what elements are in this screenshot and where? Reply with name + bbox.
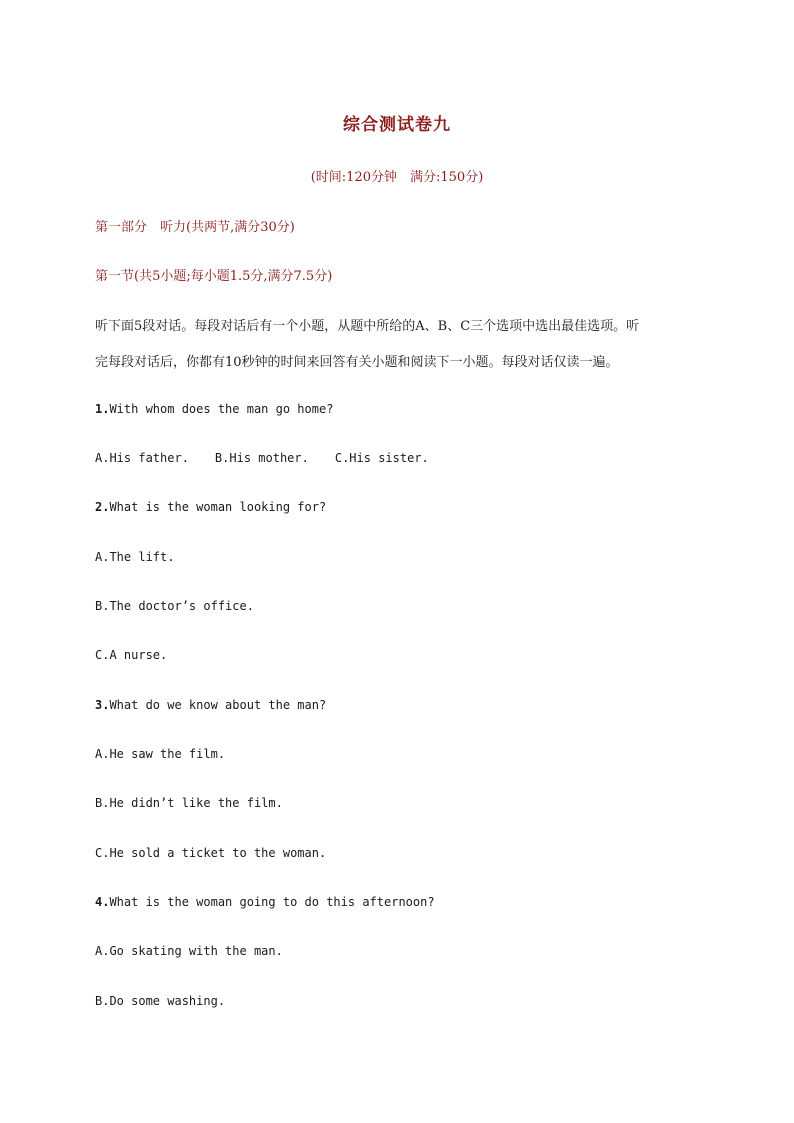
page-title: 综合测试卷九 <box>343 115 451 135</box>
question-1-options <box>95 451 429 465</box>
option-b: B.The doctor’s office. <box>95 599 254 613</box>
question-text: What is the woman going to do this afternoon? <box>109 895 435 909</box>
question-number: 3. <box>95 698 110 712</box>
question-3 <box>95 698 326 712</box>
instruction-line-2: 完每段对话后，你都有10秒钟的时间来回答有关小题和阅读下一小题。每段对话仅读一遍。 <box>95 355 619 370</box>
option-b: B.Do some washing. <box>95 994 226 1008</box>
part1-heading: 第一部分 听力(共两节,满分30分) <box>95 220 295 235</box>
option-a: A.His father. <box>95 451 189 465</box>
option-a: A.The lift. <box>95 550 175 564</box>
option-c: C.His sister. <box>334 451 429 465</box>
option-c: C.A nurse. <box>95 648 168 662</box>
question-number: 2. <box>95 500 110 514</box>
option-a: A.Go skating with the man. <box>95 944 283 958</box>
option-b: B.His mother. <box>214 451 309 465</box>
question-text: What is the woman looking for? <box>109 500 327 514</box>
instruction-line-1: 听下面5段对话。每段对话后有一个小题，从题中所给的A、B、C三个选项中选出最佳选项。听 <box>95 319 640 334</box>
option-c: C.He sold a ticket to the woman. <box>95 846 327 860</box>
question-number: 1. <box>95 402 110 416</box>
exam-time-score: (时间:120分钟 满分:150分) <box>310 170 484 185</box>
question-text: What do we know about the man? <box>109 698 327 712</box>
question-1 <box>95 402 333 416</box>
question-text: With whom does the man go home? <box>109 402 334 416</box>
option-a: A.He saw the film. <box>95 747 226 761</box>
question-4 <box>95 895 435 909</box>
question-number: 4. <box>95 895 110 909</box>
option-b: B.He didn’t like the film. <box>95 796 283 810</box>
question-2 <box>95 500 326 514</box>
section1-heading: 第一节(共5小题;每小题1.5分,满分7.5分) <box>95 269 333 284</box>
